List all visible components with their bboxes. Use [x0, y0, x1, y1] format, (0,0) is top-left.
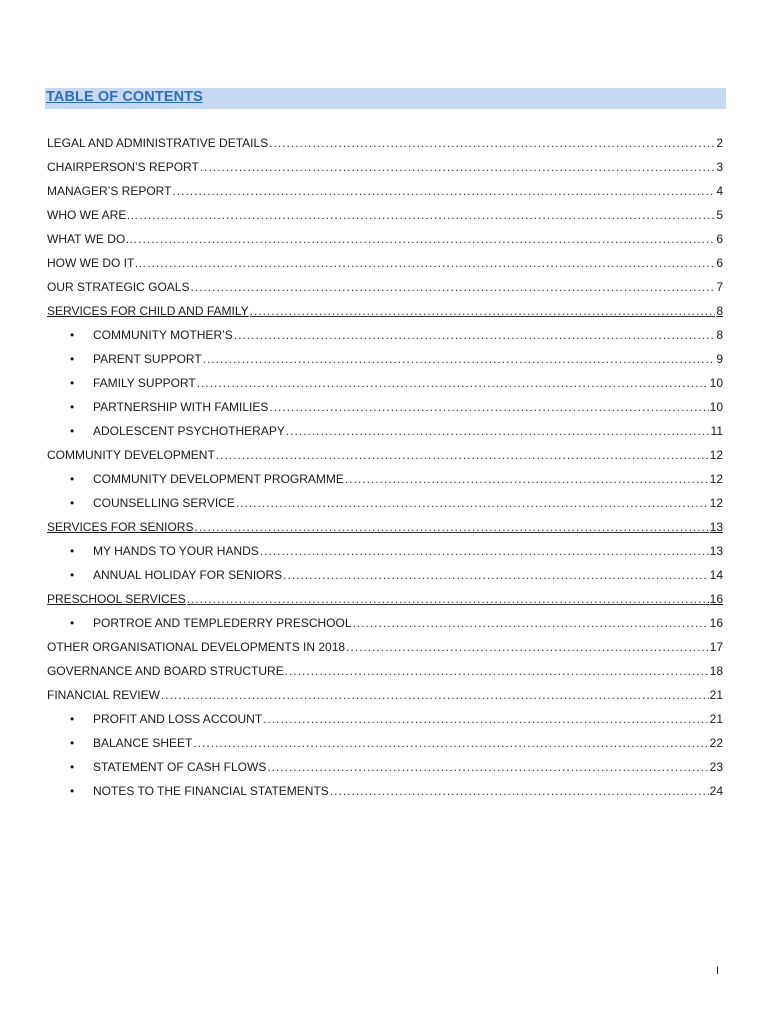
toc-entry-page: 17: [709, 640, 723, 654]
toc-entry-label: NOTES TO THE FINANCIAL STATEMENTS: [93, 784, 329, 798]
bullet-icon: •: [70, 376, 75, 390]
toc-entry-label: WHO WE ARE…: [47, 208, 139, 222]
toc-entry-page: 6: [716, 232, 723, 246]
toc-entry-label: SERVICES FOR CHILD AND FAMILY: [47, 304, 249, 318]
toc-subentry-annual-holiday[interactable]: [47, 566, 723, 590]
toc-subentry-parent-support[interactable]: [47, 350, 723, 374]
toc-subentry-cash-flows[interactable]: [47, 758, 723, 782]
dot-leader: [172, 182, 715, 200]
bullet-icon: •: [70, 784, 75, 798]
bullet-icon: •: [70, 736, 75, 750]
toc-entry-page: 12: [709, 496, 723, 510]
dot-leader: [286, 422, 710, 440]
dot-leader: [267, 758, 708, 776]
toc-entry-strategic-goals[interactable]: [47, 278, 723, 302]
toc-entry-seniors[interactable]: [47, 518, 723, 542]
dot-leader: [330, 782, 709, 800]
toc-entry-label: ANNUAL HOLIDAY FOR SENIORS: [93, 568, 283, 582]
toc-entry-label: BALANCE SHEET: [93, 736, 193, 750]
dot-leader: [161, 686, 709, 704]
toc-entry-page: 16: [709, 592, 723, 606]
toc-entry-label: GOVERNANCE AND BOARD STRUCTURE: [47, 664, 284, 678]
dot-leader: [200, 158, 716, 176]
toc-entry-page: 10: [709, 376, 723, 390]
toc-subentry-family-support[interactable]: [47, 374, 723, 398]
toc-entry-page: 22: [709, 736, 723, 750]
toc-entry-label: MANAGER’S REPORT: [47, 184, 172, 198]
dot-leader: [187, 590, 709, 608]
toc-subentry-profit-loss[interactable]: [47, 710, 723, 734]
bullet-icon: •: [70, 352, 75, 366]
toc-entry-chairperson[interactable]: [47, 158, 723, 182]
dot-leader: [190, 278, 715, 296]
toc-entry-label: PORTROE AND TEMPLEDERRY PRESCHOOL: [93, 616, 352, 630]
toc-subentry-counselling[interactable]: [47, 494, 723, 518]
toc-entry-label: PROFIT AND LOSS ACCOUNT: [93, 712, 263, 726]
page-number: I: [716, 965, 720, 977]
toc-entry-label: MY HANDS TO YOUR HANDS: [93, 544, 259, 558]
toc-entry-page: 14: [709, 568, 723, 582]
toc-entry-page: 24: [709, 784, 723, 798]
bullet-icon: •: [70, 400, 75, 414]
toc-heading-bar: [45, 88, 726, 109]
toc-entry-page: 10: [709, 400, 723, 414]
toc-entry-label: SERVICES FOR SENIORS: [47, 520, 194, 534]
toc-entry-label: PRESCHOOL SERVICES: [47, 592, 186, 606]
toc-entry-page: 23: [709, 760, 723, 774]
toc-entry-label: ADOLESCENT PSYCHOTHERAPY: [93, 424, 285, 438]
toc-subentry-balance-sheet[interactable]: [47, 734, 723, 758]
bullet-icon: •: [70, 568, 75, 582]
toc-entry-label: WHAT WE DO…: [47, 232, 138, 246]
toc-subentry-portroe[interactable]: [47, 614, 723, 638]
toc-entry-page: 16: [709, 616, 723, 630]
toc-entry-manager[interactable]: [47, 182, 723, 206]
toc-entry-label: COUNSELLING SERVICE: [93, 496, 235, 510]
dot-leader: [269, 134, 715, 152]
toc-entry-label: FAMILY SUPPORT: [93, 376, 196, 390]
bullet-icon: •: [70, 424, 75, 438]
toc-entry-page: 4: [716, 184, 723, 198]
toc-entry-page: 3: [716, 160, 723, 174]
toc-subentry-cd-programme[interactable]: [47, 470, 723, 494]
toc-entry-page: 5: [716, 208, 723, 222]
toc-entry-governance[interactable]: [47, 662, 723, 686]
toc-subentry-my-hands[interactable]: [47, 542, 723, 566]
toc-entry-label: PARENT SUPPORT: [93, 352, 202, 366]
dot-leader: [203, 350, 716, 368]
dot-leader: [197, 374, 709, 392]
toc-entry-what-we-do[interactable]: [47, 230, 723, 254]
dot-leader: [285, 662, 709, 680]
dot-leader: [345, 470, 709, 488]
dot-leader: [193, 734, 708, 752]
dot-leader: [353, 614, 709, 632]
toc-entry-page: 21: [709, 712, 723, 726]
toc-subentry-partnership[interactable]: [47, 398, 723, 422]
dot-leader: [139, 206, 715, 224]
toc-entry-label: HOW WE DO IT…: [47, 256, 147, 270]
toc-entry-label: CHAIRPERSON’S REPORT: [47, 160, 199, 174]
toc-entry-label: OUR STRATEGIC GOALS: [47, 280, 190, 294]
toc-entry-label: COMMUNITY MOTHER’S: [93, 328, 233, 342]
dot-leader: [194, 518, 708, 536]
bullet-icon: •: [70, 472, 75, 486]
toc-entry-who-we-are[interactable]: [47, 206, 723, 230]
dot-leader: [283, 566, 708, 584]
toc-list: [47, 134, 723, 806]
toc-entry-label: COMMUNITY DEVELOPMENT PROGRAMME: [93, 472, 344, 486]
toc-subentry-community-mothers[interactable]: [47, 326, 723, 350]
dot-leader: [260, 542, 709, 560]
bullet-icon: •: [70, 616, 75, 630]
toc-entry-page: 13: [709, 520, 723, 534]
toc-entry-preschool[interactable]: [47, 590, 723, 614]
dot-leader: [147, 254, 715, 272]
toc-entry-label: PARTNERSHIP WITH FAMILIES: [93, 400, 269, 414]
toc-entry-page: 8: [716, 328, 723, 342]
dot-leader: [263, 710, 708, 728]
toc-entry-page: 12: [709, 448, 723, 462]
dot-leader: [216, 446, 709, 464]
toc-entry-child-family[interactable]: [47, 302, 723, 326]
dot-leader: [346, 638, 709, 656]
toc-subentry-notes[interactable]: [47, 782, 723, 806]
dot-leader: [234, 326, 716, 344]
toc-entry-page: 2: [716, 136, 723, 150]
bullet-icon: •: [70, 760, 75, 774]
toc-entry-financial-review[interactable]: [47, 686, 723, 710]
toc-entry-page: 9: [716, 352, 723, 366]
toc-entry-page: 21: [709, 688, 723, 702]
dot-leader: [236, 494, 709, 512]
toc-entry-page: 6: [716, 256, 723, 270]
toc-entry-label: FINANCIAL REVIEW: [47, 688, 160, 702]
dot-leader: [250, 302, 716, 320]
toc-entry-page: 8: [716, 304, 723, 318]
toc-entry-label: STATEMENT OF CASH FLOWS: [93, 760, 267, 774]
toc-title[interactable]: TABLE OF CONTENTS: [46, 89, 203, 105]
toc-entry-page: 7: [716, 280, 723, 294]
toc-entry-legal[interactable]: [47, 134, 723, 158]
toc-subentry-adolescent[interactable]: [47, 422, 723, 446]
toc-entry-label: LEGAL AND ADMINISTRATIVE DETAILS: [47, 136, 269, 150]
toc-entry-page: 11: [710, 424, 723, 438]
bullet-icon: •: [70, 496, 75, 510]
bullet-icon: •: [70, 712, 75, 726]
bullet-icon: •: [70, 544, 75, 558]
toc-entry-page: 13: [709, 544, 723, 558]
dot-leader: [269, 398, 708, 416]
dot-leader: [138, 230, 715, 248]
toc-entry-page: 12: [709, 472, 723, 486]
toc-entry-how-we-do-it[interactable]: [47, 254, 723, 278]
toc-entry-community-development[interactable]: [47, 446, 723, 470]
toc-entry-page: 18: [709, 664, 723, 678]
toc-entry-label: COMMUNITY DEVELOPMENT: [47, 448, 215, 462]
bullet-icon: •: [70, 328, 75, 342]
toc-entry-other-developments[interactable]: [47, 638, 723, 662]
toc-entry-label: OTHER ORGANISATIONAL DEVELOPMENTS IN 2018: [47, 640, 346, 654]
